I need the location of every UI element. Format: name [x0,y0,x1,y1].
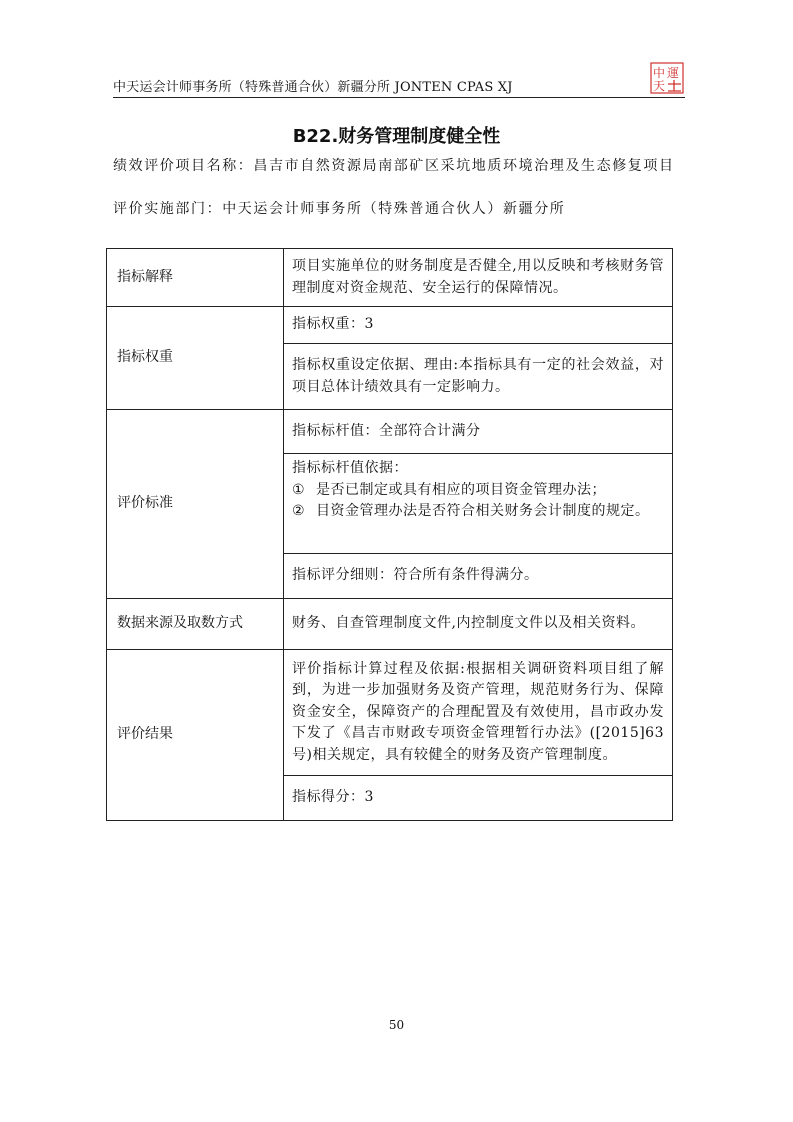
result-score: 指标得分：3 [284,776,673,821]
label-weight: 指标权重 [107,307,284,410]
evaluation-department: 评价实施部门：中天运会计师事务所（特殊普通合伙人）新疆分所 [113,201,566,217]
logo-char-2: 運 [667,66,680,80]
weight-basis: 指标权重设定依据、理由:本指标具有一定的社会效益，对项目总体计绩效具有一定影响力。 [284,344,673,410]
list-item-number: ① [292,481,306,498]
label-standard: 评价标准 [107,410,284,599]
explain-content: 项目实施单位的财务制度是否健全,用以反映和考核财务管理制度对资金规范、安全运行的保障情况。 [284,249,673,307]
list-item-number: ② [292,503,306,519]
result-process: 评价指标计算过程及依据:根据相关调研资料项目组了解到，为进一步加强财务及资产管理，规范财务行为、保障资金安全，保障资产的合理配置及有效使用，昌市政办发下发了《昌吉市财政专项资金管理暂行办法》([2015]63 号)相关规定，具有较健全的财务及资产管理制度。 [284,650,673,776]
source-content: 财务、自查管理制度文件,内控制度文件以及相关资料。 [284,599,673,650]
standard-basis [284,454,673,554]
header-divider [113,97,685,98]
standard-rule: 指标评分细则：符合所有条件得满分。 [284,554,673,599]
label-explain: 指标解释 [107,249,284,307]
label-result: 评价结果 [107,650,284,821]
standard-benchmark: 指标标杆值：全部符合计满分 [284,410,673,454]
list-item [292,501,664,523]
page-title: B22.财务管理制度健全性 [292,126,501,147]
list-item-text: 目资金管理办法是否符合相关财务会计制度的规定。 [316,503,650,519]
page-number: 50 [388,1018,405,1032]
firm-logo [650,62,684,94]
weight-value: 指标权重：3 [284,307,673,344]
table-row [107,650,673,776]
list-item-text: 是否已制定或具有相应的项目资金管理办法； [316,481,606,498]
table-row [107,307,673,344]
indicator-table [106,248,673,821]
table-row [107,599,673,650]
list-item [292,480,664,502]
table-row [107,249,673,307]
header-text: 中天运会计师事务所（特殊普通合伙）新疆分所 JONTEN CPAS XJ [113,80,513,95]
project-name: 绩效评价项目名称：昌吉市自然资源局南部矿区采坑地质环境治理及生态修复项目 [113,158,675,174]
label-source: 数据来源及取数方式 [107,599,284,650]
page-header [113,72,685,96]
table-row [107,410,673,454]
standard-basis-title: 指标标杆值依据： [292,460,408,476]
logo-char-1: 中 [653,66,666,80]
logo-char-3: 天 [653,79,666,93]
